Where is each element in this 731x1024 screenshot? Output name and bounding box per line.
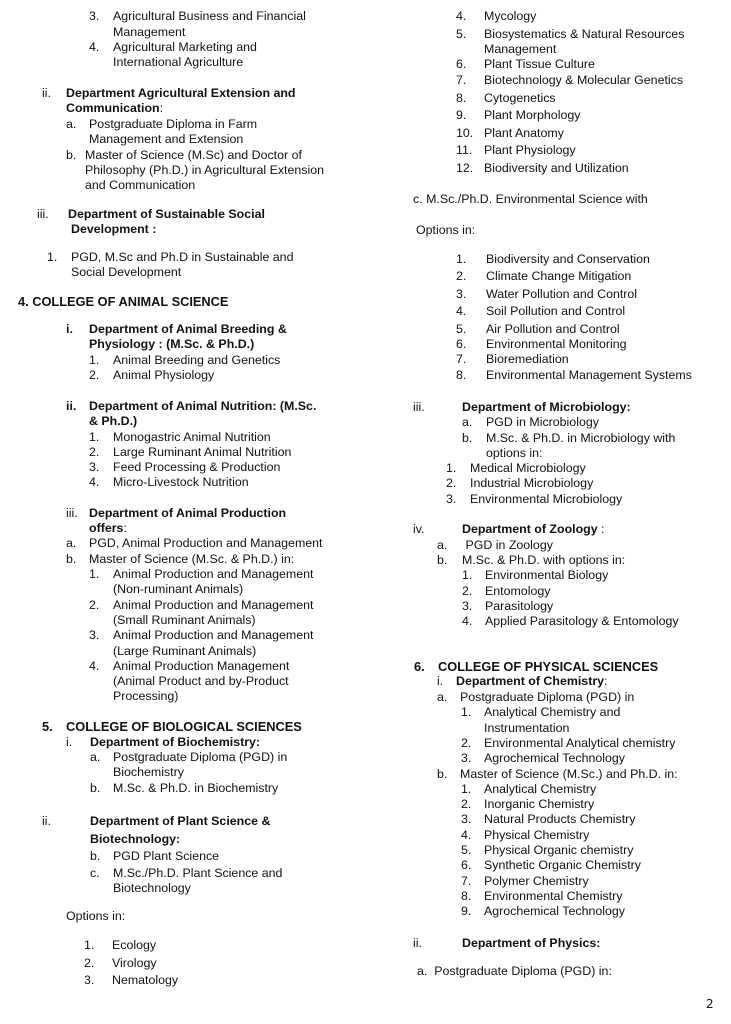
dept-heading: Department Agricultural Extension and	[66, 86, 296, 100]
list-item-text: Animal Production and Management	[113, 628, 314, 642]
list-item-text: Biochemistry	[113, 765, 184, 779]
list-item-text: Animal Production Management	[113, 659, 290, 673]
list-item-text: Analytical Chemistry	[484, 782, 597, 796]
list-item-text: Plant Tissue Culture	[484, 57, 595, 71]
list-item-text: Biotechnology & Molecular Genetics	[484, 73, 684, 87]
list-item-text: International Agriculture	[113, 55, 244, 69]
list-number: 5.	[456, 322, 467, 336]
list-item-text: Parasitology	[485, 599, 554, 613]
list-number: 7.	[461, 874, 472, 888]
list-item-text: Environmental Management Systems	[486, 368, 692, 382]
list-letter: b.	[90, 849, 101, 863]
list-item-text: a. Postgraduate Diploma (PGD) in:	[417, 964, 612, 978]
list-number: 2.	[89, 598, 100, 612]
list-letter: b.	[462, 431, 473, 445]
list-item-text: Entomology	[485, 584, 551, 598]
list-item-text: Soil Pollution and Control	[486, 304, 626, 318]
list-item-text: Climate Change Mitigation	[486, 269, 632, 283]
list-item-text: Analytical Chemistry and	[484, 705, 621, 719]
dept-number: iii.	[66, 506, 78, 520]
list-item-text: Postgraduate Diploma (PGD) in	[460, 690, 635, 704]
list-item-text: Animal Production and Management	[113, 598, 314, 612]
program-label: c. M.Sc./Ph.D. Environmental Science with	[413, 192, 648, 206]
list-item-text: Mycology	[484, 9, 537, 23]
list-number: 6.	[461, 858, 472, 872]
list-item-text: Agricultural Business and Financial	[113, 9, 306, 23]
list-letter: b.	[66, 552, 77, 566]
list-item-text: Water Pollution and Control	[486, 287, 638, 301]
list-item-text: Environmental Biology	[485, 568, 609, 582]
list-number: 3.	[461, 751, 472, 765]
list-item-text: PGD Plant Science	[113, 849, 220, 863]
list-number: 2.	[446, 476, 457, 490]
list-item-text: Animal Production and Management	[113, 567, 314, 581]
list-number: 1.	[84, 938, 95, 952]
list-item-text: PGD, M.Sc and Ph.D in Sustainable and	[71, 250, 294, 264]
list-item-text: Biosystematics & Natural Resources	[484, 27, 685, 41]
list-number: 4.	[456, 304, 467, 318]
list-item-text: Physical Chemistry	[484, 828, 590, 842]
list-item-text: M.Sc. & Ph.D. in Biochemistry	[113, 781, 279, 795]
list-item-text: Large Ruminant Animal Nutrition	[113, 445, 292, 459]
list-item-text: PGD in Microbiology	[486, 415, 599, 429]
list-item-text: Environmental Analytical chemistry	[484, 736, 676, 750]
list-number: 3.	[89, 628, 100, 642]
list-item-text: (Animal Product and by-Product	[113, 674, 289, 688]
dept-heading: Department of Plant Science &	[90, 814, 271, 828]
list-letter: b.	[437, 767, 448, 781]
list-item-text: Animal Physiology	[113, 368, 215, 382]
list-item-text: Air Pollution and Control	[486, 322, 620, 336]
list-number: 2.	[462, 584, 473, 598]
dept-heading: & Ph.D.)	[89, 414, 138, 428]
list-item-text: Agrochemical Technology	[484, 751, 625, 765]
list-number: 2.	[461, 736, 472, 750]
heading-suffix: :	[604, 674, 608, 688]
list-number: 1.	[462, 568, 473, 582]
list-item-text: Master of Science (M.Sc) and Doctor of	[85, 148, 302, 162]
dept-heading	[462, 522, 605, 537]
list-number: 5.	[456, 27, 467, 41]
dept-number: ii.	[413, 936, 422, 950]
list-number: 2.	[456, 269, 467, 283]
list-number: 8.	[456, 91, 467, 105]
dept-heading-text: Department of Chemistry	[456, 674, 605, 688]
list-number: 11.	[456, 143, 473, 157]
list-item-text: M.Sc. & Ph.D. in Microbiology with	[486, 431, 676, 445]
list-item-text: and Communication	[85, 178, 196, 192]
list-number: 4.	[89, 475, 100, 489]
list-item-text: Environmental Monitoring	[486, 337, 627, 351]
list-item-text: Postgraduate Diploma (PGD) in	[113, 750, 288, 764]
list-number: 1.	[89, 430, 100, 444]
list-number: 4.	[456, 9, 467, 23]
list-letter: a.	[437, 690, 448, 704]
list-item-text: (Large Ruminant Animals)	[113, 644, 257, 658]
list-number: 3.	[462, 599, 473, 613]
list-item-text: (Small Ruminant Animals)	[113, 613, 256, 627]
college-heading: COLLEGE OF PHYSICAL SCIENCES	[438, 659, 659, 674]
list-item-text: Processing)	[113, 689, 179, 703]
list-item-text: Applied Parasitology & Entomology	[485, 614, 679, 628]
dept-heading: Department of Animal Breeding &	[89, 322, 287, 336]
list-item-text: Natural Products Chemistry	[484, 812, 636, 826]
list-item-text: Bioremediation	[486, 352, 569, 366]
dept-number: i.	[66, 735, 73, 749]
dept-heading	[89, 521, 127, 536]
list-item-text: Monogastric Animal Nutrition	[113, 430, 271, 444]
list-item-text: M.Sc. & Ph.D. with options in:	[462, 553, 626, 567]
list-item-text: Feed Processing & Production	[113, 460, 281, 474]
dept-heading: Department of Physics:	[462, 936, 601, 950]
list-number: 6.	[456, 57, 467, 71]
list-item-text: Industrial Microbiology	[470, 476, 594, 490]
dept-number: ii.	[66, 399, 77, 413]
list-number: 4.	[89, 659, 100, 673]
list-item-text: Inorganic Chemistry	[484, 797, 595, 811]
list-letter: a.	[90, 750, 101, 764]
dept-number: ii.	[42, 86, 51, 100]
options-label: Options in:	[416, 223, 476, 237]
list-number: 3.	[461, 812, 472, 826]
list-item-text: Cytogenetics	[484, 91, 556, 105]
dept-heading	[66, 101, 163, 116]
list-number: 4.	[462, 614, 473, 628]
list-number: 1.	[461, 705, 472, 719]
list-item-text: Physical Organic chemistry	[484, 843, 634, 857]
list-letter: c.	[90, 866, 100, 880]
list-item-text: Environmental Microbiology	[470, 492, 623, 506]
list-number: 7.	[456, 352, 467, 366]
list-letter: a.	[462, 415, 473, 429]
list-number: 1.	[446, 461, 457, 475]
list-letter: a.	[437, 538, 448, 552]
list-item-text: (Non-ruminant Animals)	[113, 582, 244, 596]
list-item-text: Master of Science (M.Sc. & Ph.D.) in:	[89, 552, 295, 566]
college-heading: COLLEGE OF BIOLOGICAL SCIENCES	[66, 719, 302, 734]
dept-heading-text: Department of Zoology	[462, 522, 598, 536]
dept-number: iv.	[413, 522, 425, 536]
list-item-text: Management	[113, 25, 186, 39]
list-number: 3.	[84, 973, 95, 987]
list-number: 9.	[456, 108, 467, 122]
list-item-text: Nematology	[112, 973, 179, 987]
list-item-text: Micro-Livestock Nutrition	[113, 475, 249, 489]
list-number: b.	[66, 148, 77, 162]
list-item-text: Philosophy (Ph.D.) in Agricultural Extension	[85, 163, 324, 177]
heading-suffix: :	[123, 521, 127, 535]
list-number: 3.	[89, 9, 100, 23]
college-number: 5.	[42, 719, 53, 734]
list-number: 9.	[461, 904, 472, 918]
dept-number: i.	[66, 322, 73, 336]
list-number: 1.	[461, 782, 472, 796]
list-item-text: Management and Extension	[89, 132, 244, 146]
list-item-text: Synthetic Organic Chemistry	[484, 858, 642, 872]
dept-number: i.	[437, 674, 444, 688]
list-item-text: Plant Anatomy	[484, 126, 564, 140]
list-number: 1.	[456, 252, 467, 266]
list-item-text: Biotechnology	[113, 881, 191, 895]
list-item-text: Instrumentation	[484, 721, 570, 735]
list-number: 12.	[456, 161, 474, 175]
dept-heading: Department of Biochemistry:	[90, 735, 261, 749]
dept-heading: Department of Animal Nutrition: (M.Sc.	[89, 399, 317, 413]
dept-heading: Department of Microbiology:	[462, 400, 631, 414]
list-number: a.	[66, 117, 77, 131]
college-number: 6.	[414, 659, 425, 674]
dept-heading: Biotechnology:	[90, 832, 181, 846]
list-number: 7.	[456, 73, 467, 87]
list-item-text: Plant Morphology	[484, 108, 581, 122]
dept-heading-text: offers	[89, 521, 124, 535]
list-number: 3.	[446, 492, 457, 506]
list-item-text: Environmental Chemistry	[484, 889, 623, 903]
list-number: 2.	[89, 368, 100, 382]
list-item-text: M.Sc./Ph.D. Plant Science and	[113, 866, 283, 880]
page-number: 2	[706, 997, 714, 1011]
list-item-text: PGD in Zoology	[462, 538, 553, 552]
list-number: 6.	[456, 337, 467, 351]
list-number: 4.	[89, 40, 100, 54]
list-letter: b.	[90, 781, 101, 795]
dept-heading: Department of Sustainable Social	[68, 207, 265, 221]
list-number: 4.	[461, 828, 472, 842]
list-number: 2.	[461, 797, 472, 811]
dept-heading: Development :	[71, 222, 157, 236]
list-number: 2.	[84, 956, 95, 970]
list-letter: b.	[437, 553, 448, 567]
list-number: 10.	[456, 126, 474, 140]
list-item-text: Ecology	[112, 938, 157, 952]
dept-heading	[456, 674, 607, 689]
options-label: Options in:	[66, 909, 126, 923]
list-item-text: PGD, Animal Production and Management	[89, 536, 323, 550]
list-item-text: Polymer Chemistry	[484, 874, 589, 888]
heading-suffix: :	[159, 101, 164, 115]
list-number: 2.	[89, 445, 100, 459]
list-number: 1.	[89, 567, 100, 581]
list-item-text: Plant Physiology	[484, 143, 576, 157]
list-item-text: Postgraduate Diploma in Farm	[89, 117, 258, 131]
list-letter: a.	[66, 536, 77, 550]
list-item-text: Social Development	[71, 265, 182, 279]
dept-number: iii.	[413, 400, 425, 414]
dept-number: iii.	[37, 207, 49, 221]
list-number: 8.	[461, 889, 472, 903]
heading-suffix: :	[597, 522, 605, 536]
dept-heading: Department of Animal Production	[89, 506, 287, 520]
college-heading: 4. COLLEGE OF ANIMAL SCIENCE	[18, 294, 229, 309]
list-number: 1.	[89, 353, 100, 367]
dept-number: ii.	[42, 814, 51, 828]
list-item-text: Agricultural Marketing and	[113, 40, 257, 54]
list-item-text: Management	[484, 42, 557, 56]
list-number: 3.	[456, 287, 467, 301]
list-item-text: Virology	[112, 956, 157, 970]
list-number: 1.	[47, 250, 58, 264]
dept-heading-text: Communication	[66, 101, 160, 115]
list-item-text: Medical Microbiology	[470, 461, 586, 475]
list-item-text: Biodiversity and Conservation	[486, 252, 650, 266]
list-item-text: Master of Science (M.Sc.) and Ph.D. in:	[460, 767, 678, 781]
list-item-text: options in:	[486, 446, 543, 460]
list-number: 3.	[89, 460, 100, 474]
list-number: 8.	[456, 368, 467, 382]
list-item-text: Agrochemical Technology	[484, 904, 625, 918]
dept-heading: Physiology : (M.Sc. & Ph.D.)	[89, 337, 255, 351]
list-number: 5.	[461, 843, 472, 857]
list-item-text: Animal Breeding and Genetics	[113, 353, 281, 367]
list-item-text: Biodiversity and Utilization	[484, 161, 629, 175]
